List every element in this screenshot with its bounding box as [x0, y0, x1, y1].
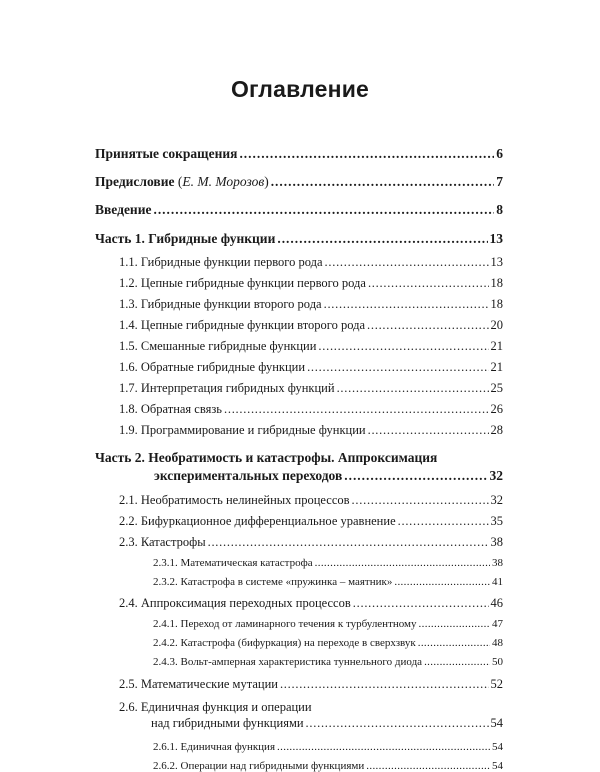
toc-label: Часть 1. Гибридные функции	[95, 231, 276, 246]
toc-entry-1-7[interactable]	[119, 381, 503, 396]
toc-page: 46	[490, 596, 503, 610]
toc-page: 7	[496, 174, 503, 189]
toc-entry-1-4[interactable]	[119, 318, 503, 333]
toc-page: 32	[490, 493, 503, 507]
toc-label: 2.3.2. Катастрофа в системе «пружинка – маятник»	[153, 576, 393, 588]
toc-label: 1.2. Цепные гибридные функции первого рода	[119, 276, 366, 290]
toc-page: 13	[489, 231, 503, 246]
toc-entry-1-9[interactable]	[119, 423, 503, 438]
toc-author: Е. М. Морозов	[182, 174, 265, 189]
toc-page: 18	[490, 297, 503, 311]
toc-entry-1-3[interactable]	[119, 297, 503, 312]
toc-page: 26	[490, 402, 503, 416]
toc-label: 2.4. Аппроксимация переходных процессов	[119, 596, 351, 610]
toc-entry-2-3-2[interactable]	[153, 576, 503, 588]
toc-entry-2-4-1[interactable]	[153, 618, 503, 630]
toc-page: 21	[490, 360, 503, 374]
toc-entry-2-5[interactable]	[119, 677, 503, 692]
toc-label-line1: Часть 2. Необратимость и катастрофы. Аппроксимация	[95, 450, 438, 465]
toc-entry-preface[interactable]: Предисловие (Е. М. Морозов) . . . 7	[95, 174, 503, 190]
toc-label: 1.1. Гибридные функции первого рода	[119, 255, 323, 269]
toc-label: 1.9. Программирование и гибридные функции	[119, 423, 366, 437]
toc-label: 2.6.2. Операции над гибридными функциями	[153, 760, 365, 772]
toc-label: 1.3. Гибридные функции второго рода	[119, 297, 322, 311]
toc-entry-1-5[interactable]	[119, 339, 503, 354]
toc-page: 41	[492, 576, 503, 588]
toc-label: 2.3. Катастрофы	[119, 535, 206, 549]
toc-page: 25	[490, 381, 503, 395]
toc-page: 20	[490, 318, 503, 332]
toc-label: 1.6. Обратные гибридные функции	[119, 360, 306, 374]
toc-label-line2: над гибридными функциями	[151, 716, 304, 730]
toc-label: 2.4.2. Катастрофа (бифуркация) на переходе в сверхзвук	[153, 637, 416, 649]
toc-page: 21	[490, 339, 503, 353]
toc-entry-2-1[interactable]	[119, 493, 503, 508]
toc-label: 1.8. Обратная связь	[119, 402, 222, 416]
toc-label: 2.1. Необратимость нелинейных процессов	[119, 493, 350, 507]
toc-page: 13	[490, 255, 503, 269]
toc-label: 1.5. Смешанные гибридные функции	[119, 339, 317, 353]
toc-label-line2: экспериментальных переходов	[154, 468, 343, 483]
toc-page: 50	[492, 656, 503, 668]
toc-page: 54	[490, 716, 503, 730]
toc-page: 8	[496, 202, 503, 217]
toc-entry-2-6[interactable]	[119, 700, 503, 731]
toc-entry-1-6[interactable]	[119, 360, 503, 375]
toc-entry-2-4-3[interactable]	[153, 656, 503, 668]
toc-label: 2.4.1. Переход от ламинарного течения к турбулентному	[153, 618, 417, 630]
toc-entry-introduction[interactable]	[95, 202, 503, 218]
toc-entry-part-1[interactable]	[95, 231, 503, 247]
toc-entry-2-4[interactable]	[119, 596, 503, 611]
toc-entry-2-3[interactable]	[119, 535, 503, 550]
toc-label: 2.4.3. Вольт-амперная характеристика туннельного диода	[153, 656, 423, 668]
toc-label: Предисловие	[95, 174, 175, 189]
toc-page: 38	[492, 557, 503, 569]
toc-entry-part-2[interactable]	[95, 450, 503, 484]
toc-label: 2.5. Математические мутации	[119, 677, 278, 691]
page-title: Оглавление	[230, 76, 370, 102]
toc-label: 2.3.1. Математическая катастрофа	[153, 557, 313, 569]
toc-page: 32	[489, 468, 503, 483]
toc-entry-2-6-2[interactable]	[153, 760, 503, 772]
toc-label: 2.2. Бифуркационное дифференциальное уравнение	[119, 514, 396, 528]
toc-label: Введение	[95, 202, 152, 217]
toc-page: 47	[492, 618, 503, 630]
toc-page: 18	[490, 276, 503, 290]
toc-label-line1: 2.6. Единичная функция и операции	[119, 700, 312, 714]
toc-entry-2-3-1[interactable]	[153, 557, 503, 569]
toc-label: Принятые сокращения	[95, 146, 238, 161]
toc-page: 35	[490, 514, 503, 528]
toc-page: 54	[492, 741, 503, 753]
toc-entry-2-2[interactable]	[119, 514, 503, 529]
toc-entry-abbreviations[interactable]	[95, 146, 503, 162]
toc-entry-1-1[interactable]	[119, 255, 503, 270]
toc-page: 54	[492, 760, 503, 772]
toc-page: 52	[490, 677, 503, 691]
toc-label: 2.6.1. Единичная функция	[153, 741, 276, 753]
toc-entry-1-2[interactable]	[119, 276, 503, 291]
toc-page: 6	[496, 146, 503, 161]
toc-label: 1.7. Интерпретация гибридных функций	[119, 381, 335, 395]
toc-page: 28	[490, 423, 503, 437]
toc-entry-2-6-1[interactable]	[153, 741, 503, 753]
toc-entry-2-4-2[interactable]	[153, 637, 503, 649]
toc-label: 1.4. Цепные гибридные функции второго рода	[119, 318, 366, 332]
toc-page: 48	[492, 637, 503, 649]
toc-page: 38	[490, 535, 503, 549]
toc-entry-1-8[interactable]	[119, 402, 503, 417]
